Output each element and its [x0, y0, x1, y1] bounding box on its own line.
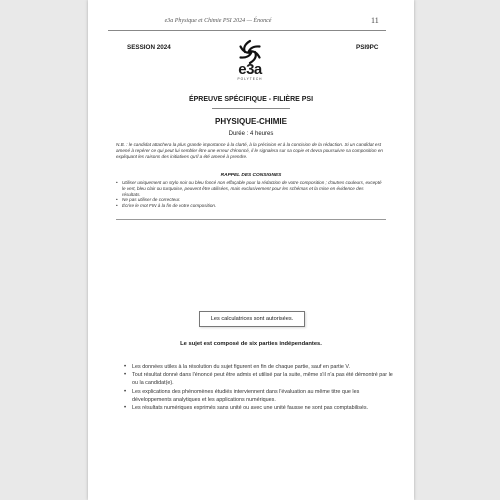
exam-code: PSI9PC: [356, 44, 379, 51]
logo-subtitle: POLYTECH: [237, 77, 263, 81]
page-number: 11: [371, 16, 379, 25]
subject-title: PHYSIQUE-CHIMIE: [214, 117, 287, 126]
divider: [116, 219, 386, 220]
document-page: [88, 0, 414, 500]
logo-wordmark: e3a: [238, 61, 262, 78]
list-item: • Tout résultat donné dans l'énoncé peut être admis et utilisé par la suite, même s'il n'a pas été démontré par le ou la candidat(e).: [132, 371, 394, 387]
nb-paragraph: N.B. : le candidat attachera la plus grande importance à la clarté, à la précision et à la concision de la rédaction. Si un candidat est amené à repérer ce qui peut lui sembler être une erreur d'énoncé, il le signalera sur sa copie et devra poursuivre sa composition en expliquant les raisons des initiatives qu'il a été amené à prendre.: [116, 142, 383, 159]
consignes-list: [116, 180, 382, 209]
list-item: • Écrire le mot FIN à la fin de votre composition.: [122, 203, 382, 209]
duration: Durée : 4 heures: [228, 131, 274, 137]
divider: [212, 108, 290, 109]
rappel-heading: RAPPEL DES CONSIGNES: [220, 173, 282, 178]
list-item: • Les résultats numériques exprimés sans unité ou avec une unité fausse ne sont pas comptabilisés.: [132, 404, 394, 412]
epreuve-title: ÉPREUVE SPÉCIFIQUE - FILIÈRE PSI: [188, 96, 314, 103]
list-item: • Les explications des phénomènes étudiés interviennent dans l'évaluation au même titre que les développements analytiques et les applications numériques.: [132, 388, 394, 404]
list-item: • Ne pas utiliser de correcteur.: [122, 197, 382, 203]
running-header: e3a Physique et Chimie PSI 2024 — Énoncé: [164, 18, 272, 24]
list-item: • Utiliser uniquement un stylo noir ou bleu foncé non effaçable pour la rédaction de votre composition ; d'autres couleurs, excepté le vert, bleu clair ou turquoise, peuvent être utilisées, mais exclusivement pour les schémas et la mise en évidence des résultats.: [122, 180, 382, 197]
session-label: SESSION 2024: [127, 44, 171, 51]
header-divider: [108, 30, 386, 31]
list-item: • Les données utiles à la résolution du sujet figurent en fin de chaque partie, sauf en partie V.: [132, 363, 394, 371]
info-list: [124, 363, 394, 412]
parts-notice: Le sujet est composé de six parties indépendantes.: [180, 341, 322, 347]
calculator-notice: Les calculatrices sont autorisées.: [199, 311, 305, 327]
e3a-logo: [224, 38, 276, 94]
